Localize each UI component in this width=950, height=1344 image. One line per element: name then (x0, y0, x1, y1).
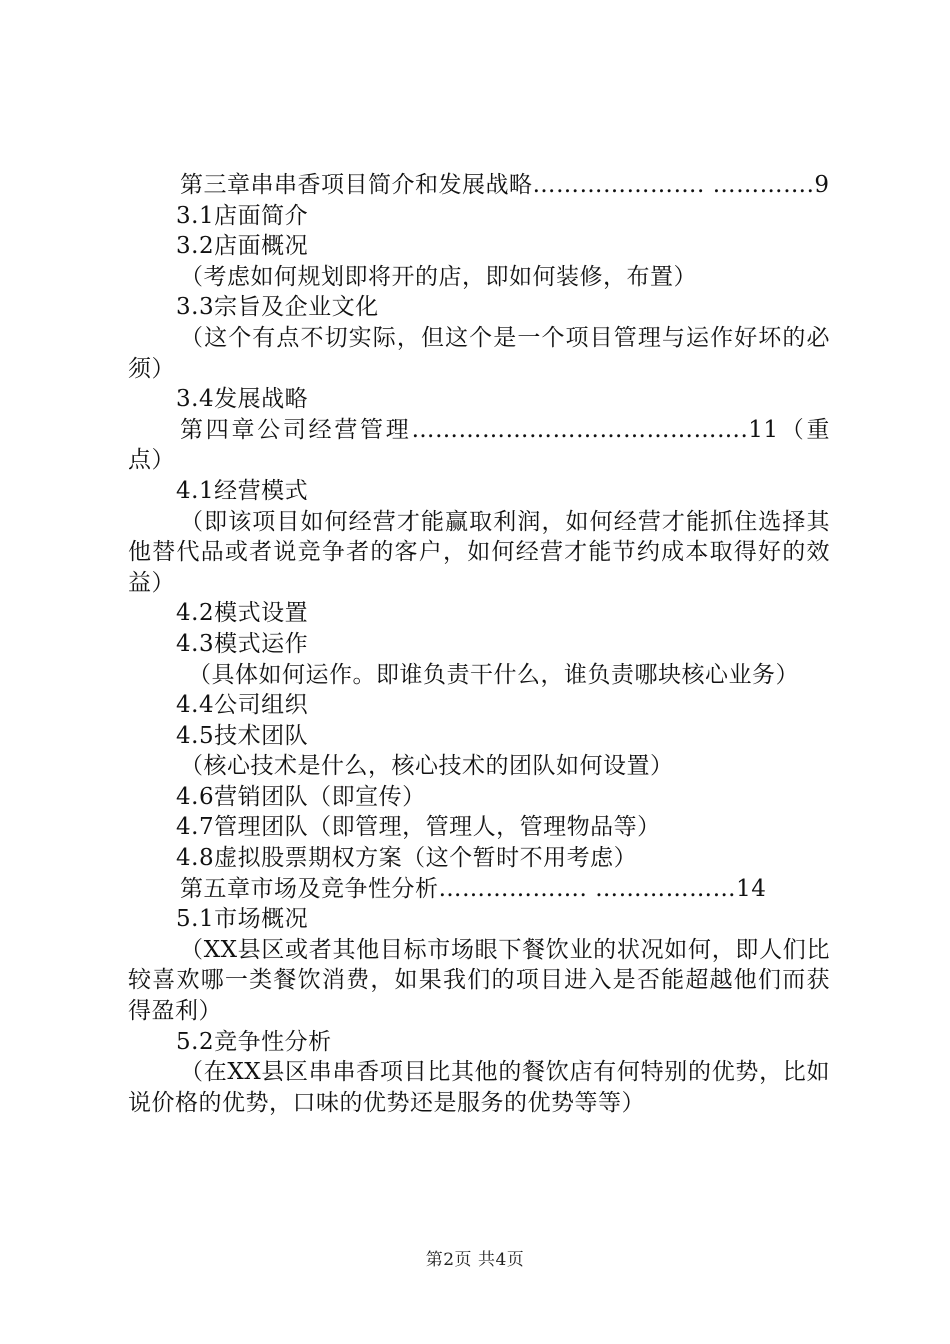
chapter-5-heading: 第五章市场及竞争性分析………………. ………………14 (180, 875, 767, 902)
chapter-3-heading: 第三章串串香项目简介和发展战略…………………. ………….9 (180, 172, 830, 198)
page-footer (0, 1245, 950, 1270)
chapter-4-heading: 第四章公司经营管理…………………………………….11（重点） (128, 416, 830, 474)
toc-item-4-3: 4.3模式运作 (176, 630, 309, 657)
toc-item-4-8: 4.8虚拟股票期权方案（这个暂时不用考虑） (176, 845, 638, 872)
toc-note-4-1: （即该项目如何经营才能赢取利润，如何经营才能抓住选择其他替代品或者说竞争者的客户，如何经营才能节约成本取得好的效益） (128, 508, 830, 596)
toc-item-3-3: 3.3宗旨及企业文化 (176, 294, 379, 321)
toc-item-5-1: 5.1市场概况 (176, 906, 309, 933)
toc-note-4-5: （核心技术是什么，核心技术的团队如何设置） (180, 753, 674, 780)
toc-note-4-3: （具体如何运作。即谁负责干什么，谁负责哪块核心业务） (188, 661, 799, 688)
toc-note-5-1: （XX县区或者其他目标市场眼下餐饮业的状况如何，即人们比较喜欢哪一类餐饮消费，如果我们的项目进入是否能超越他们而获得盈利） (128, 936, 830, 1025)
page-number-label: 第2页 共4页 (425, 1250, 525, 1270)
toc-item-4-2: 4.2模式设置 (176, 600, 309, 627)
toc-item-3-4: 3.4发展战略 (176, 386, 309, 413)
toc-note-5-2: （在XX县区串串香项目比其他的餐饮店有何特别的优势，比如说价格的优势，口味的优势还是服务的优势等等） (128, 1059, 830, 1116)
toc-note-3-3: （这个有点不切实际，但这个是一个项目管理与运作好坏的必须） (128, 324, 830, 382)
toc-item-4-7: 4.7管理团队（即管理，管理人，管理物品等） (176, 814, 661, 841)
toc-item-4-5: 4.5技术团队 (176, 722, 309, 749)
table-of-contents (128, 170, 830, 1118)
toc-item-4-1: 4.1经营模式 (176, 477, 309, 504)
toc-item-5-2: 5.2竞争性分析 (176, 1028, 332, 1055)
toc-note-3-2: （考虑如何规划即将开的店，即如何装修，布置） (180, 263, 697, 290)
toc-item-4-4: 4.4公司组织 (176, 692, 309, 719)
toc-item-3-1: 3.1店面简介 (176, 202, 309, 229)
toc-item-4-6: 4.6营销团队（即宣传） (176, 783, 426, 810)
toc-item-3-2: 3.2店面概况 (176, 233, 309, 260)
